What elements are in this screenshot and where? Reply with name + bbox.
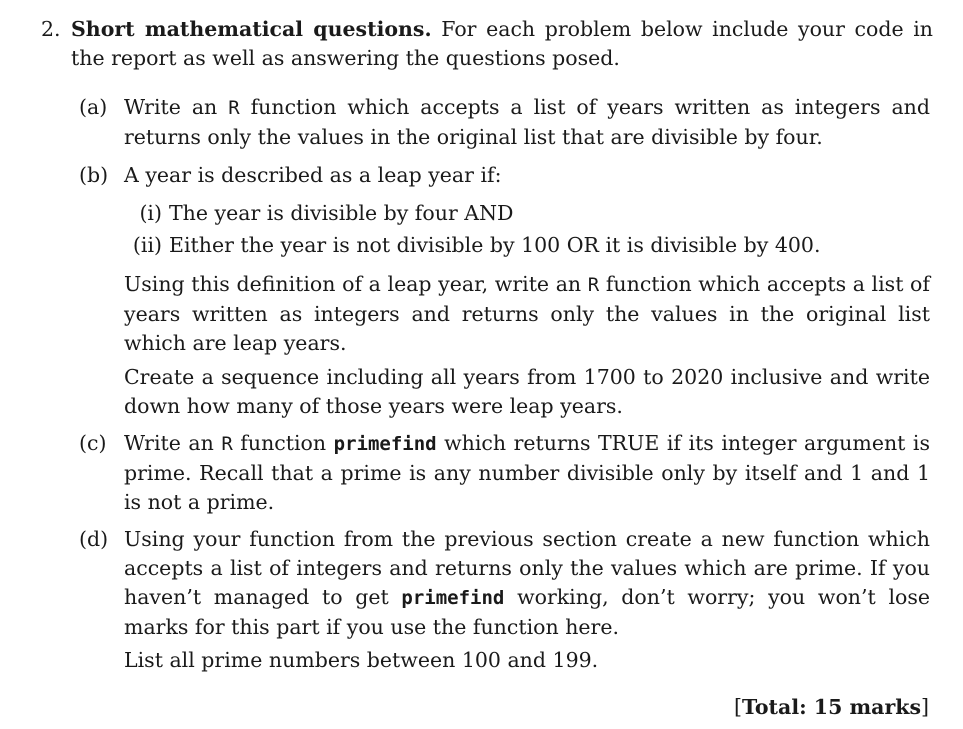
condition-i-label: (i) (139, 201, 162, 225)
total-label: Total: 15 marks (741, 695, 921, 719)
question-intro: For each problem below include your code in the report as well as answering the questions posed. (71, 17, 933, 70)
question-number: 2. (41, 17, 61, 41)
total-open-bracket: [ (733, 695, 742, 719)
part-c-code-r: R (221, 433, 233, 455)
part-b-paragraph-2: Create a sequence including all years from 1700 to 2020 inclusive and write down how many of those years were leap years. (124, 365, 930, 418)
part-b-code-r: R (587, 274, 600, 296)
part-a-code-r: R (228, 97, 240, 119)
part-a-text-2: function which accepts a list of years written as integers and returns only the values in the original list that are divisible by four. (124, 95, 930, 149)
part-c-text-1: Write an (124, 431, 222, 455)
part-b-label: (b) (79, 163, 109, 187)
part-b-text: A year is described as a leap year if: (124, 163, 502, 187)
part-a-text (124, 93, 930, 152)
part-c-text (124, 429, 930, 517)
part-c-text-3: which returns TRUE if its integer argument is prime. Recall that a prime is any number divisible only by itself and 1 and 1 is not a prime. (124, 431, 930, 514)
part-d-label: (d) (79, 527, 109, 551)
part-a-label: (a) (79, 95, 108, 119)
part-a-text-1: Write an (124, 95, 229, 119)
part-d-code-primefind: primefind (401, 587, 505, 609)
condition-ii-label: (ii) (132, 233, 162, 257)
part-d-text (124, 525, 930, 642)
part-c-code-primefind: primefind (333, 433, 437, 455)
condition-i-text: The year is divisible by four AND (169, 201, 514, 225)
condition-ii-text: Either the year is not divisible by 100 OR it is divisible by 400. (169, 233, 821, 257)
part-d-text-1: Using your function from the previous section create a new function which accepts a list of integers and returns only the values which are prime. If you haven’t managed to get (124, 527, 930, 609)
part-b-para1-text-2: function which accepts a list of years written as integers and returns only the values in the original list which are leap years. (124, 272, 930, 355)
part-b-para1-text-1: Using this definition of a leap year, write an (124, 272, 588, 296)
part-d-text-2: working, don’t worry; you won’t lose marks for this part if you use the function here. (124, 585, 930, 639)
total-close-bracket: ] (921, 695, 929, 719)
part-d-paragraph-2: List all prime numbers between 100 and 199. (124, 648, 599, 672)
total-marks (734, 693, 929, 722)
part-c-label: (c) (79, 431, 107, 455)
part-b-paragraph-1 (124, 270, 930, 358)
question-title: Short mathematical questions. (71, 17, 432, 41)
question-header (71, 15, 933, 73)
part-c-text-2: function (232, 431, 334, 455)
